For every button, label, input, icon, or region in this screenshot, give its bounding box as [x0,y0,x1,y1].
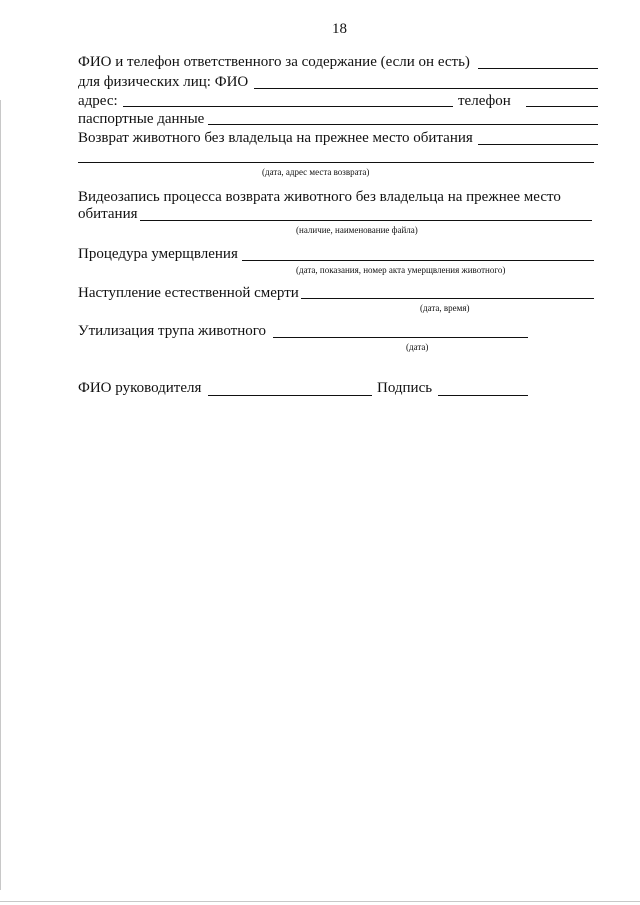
natural-death-caption: (дата, время) [420,303,470,313]
video-label-line2: обитания [78,206,138,222]
individual-fio-field[interactable] [254,88,598,89]
euthanasia-field[interactable] [242,260,594,261]
address-field[interactable] [123,106,453,107]
head-name-field[interactable] [208,395,372,396]
head-name-label: ФИО руководителя [78,380,202,396]
disposal-field[interactable] [273,337,528,338]
video-label-line1: Видеозапись процесса возврата животного без владельца на прежнее место [78,189,561,205]
euthanasia-label: Процедура умерщвления [78,246,238,262]
owner-contact-field[interactable] [478,68,598,69]
return-label: Возврат животного без владельца на прежнее место обитания [78,130,473,146]
individual-fio-label: для физических лиц: ФИО [78,74,249,90]
disposal-caption: (дата) [406,342,429,352]
scan-edge-left [0,100,1,890]
video-field[interactable] [140,220,592,221]
return-field-inline[interactable] [478,144,598,145]
scan-edge-bottom [0,901,640,902]
passport-label: паспортные данные [78,111,205,127]
passport-field[interactable] [208,124,598,125]
return-caption: (дата, адрес места возврата) [262,167,370,177]
page-number: 18 [332,21,347,37]
signature-field[interactable] [438,395,528,396]
return-field[interactable] [78,162,594,163]
signature-label: Подпись [377,380,433,396]
phone-field[interactable] [526,106,598,107]
euthanasia-caption: (дата, показания, номер акта умерщвления животного) [296,265,506,275]
video-caption: (наличие, наименование файла) [296,225,418,235]
disposal-label: Утилизация трупа животного [78,323,267,339]
natural-death-label: Наступление естественной смерти [78,285,299,301]
address-label: адрес: [78,93,118,109]
phone-label: телефон [458,93,511,109]
owner-contact-label: ФИО и телефон ответственного за содержание (если он есть) [78,54,470,70]
natural-death-field[interactable] [301,298,594,299]
